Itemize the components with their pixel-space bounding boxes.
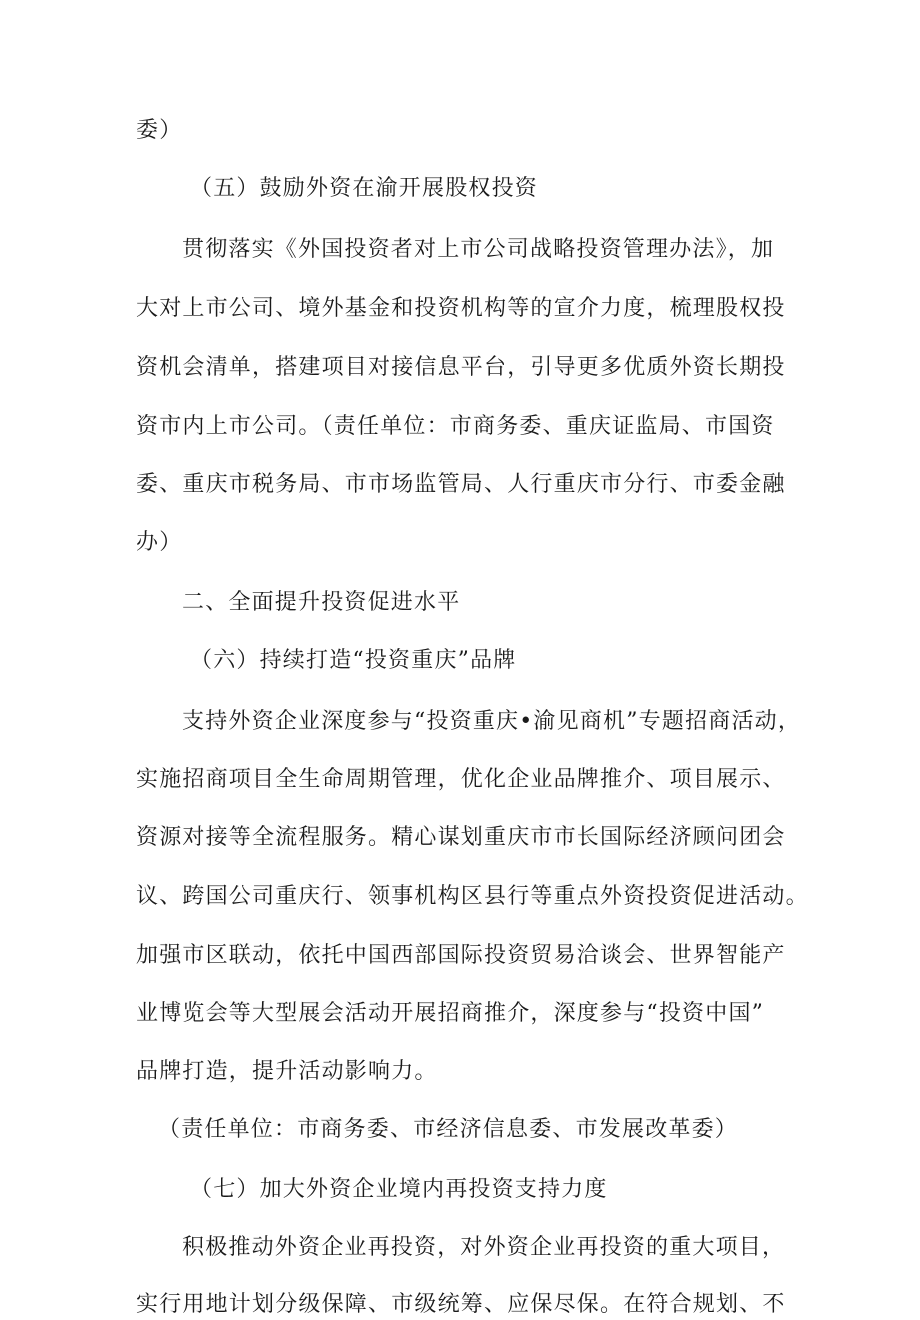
- text-line: 实施招商项目全生命周期管理，优化企业品牌推介、项目展示、: [136, 767, 786, 792]
- section-heading: （七）加大外资企业境内再投资支持力度: [190, 1177, 608, 1202]
- section-heading: （五）鼓励外资在渝开展股权投资: [190, 176, 539, 201]
- text-line: 委、重庆市税务局、市市场监管局、人行重庆市分行、市委金融: [136, 472, 786, 497]
- text-line: 议、跨国公司重庆行、领事机构区县行等重点外资投资促进活动。: [136, 884, 809, 909]
- text-line: 贯彻落实《外国投资者对上市公司战略投资管理办法》，加: [182, 237, 775, 262]
- responsibility-line: （责任单位：市商务委、市经济信息委、市发展改革委）: [158, 1117, 739, 1142]
- text-line: 大对上市公司、境外基金和投资机构等的宣介力度，梳理股权投: [136, 296, 786, 321]
- text-line: 品牌打造，提升活动影响力。: [136, 1059, 438, 1084]
- text-line: 资源对接等全流程服务。精心谋划重庆市市长国际经济顾问团会: [136, 825, 786, 850]
- text-line: 支持外资企业深度参与“投资重庆•渝见商机”专题招商活动，: [182, 709, 802, 734]
- chapter-heading: 二、全面提升投资促进水平: [182, 590, 461, 615]
- text-line: 实行用地计划分级保障、市级统筹、应保尽保。在符合规划、不: [136, 1292, 786, 1317]
- section-heading: （六）持续打造“投资重庆”品牌: [190, 648, 517, 673]
- text-line: 资市内上市公司。（责任单位：市商务委、重庆证监局、市国资: [136, 414, 775, 439]
- text-line: 资机会清单，搭建项目对接信息平台，引导更多优质外资长期投: [136, 355, 786, 380]
- text-line: 办）: [136, 530, 183, 555]
- text-line: 委）: [136, 118, 183, 143]
- text-line: 加强市区联动，依托中国西部国际投资贸易洽谈会、世界智能产: [136, 943, 786, 968]
- text-line: 业博览会等大型展会活动开展招商推介，深度参与“投资中国”: [136, 1001, 765, 1026]
- text-line: 积极推动外资企业再投资，对外资企业再投资的重大项目，: [182, 1235, 786, 1260]
